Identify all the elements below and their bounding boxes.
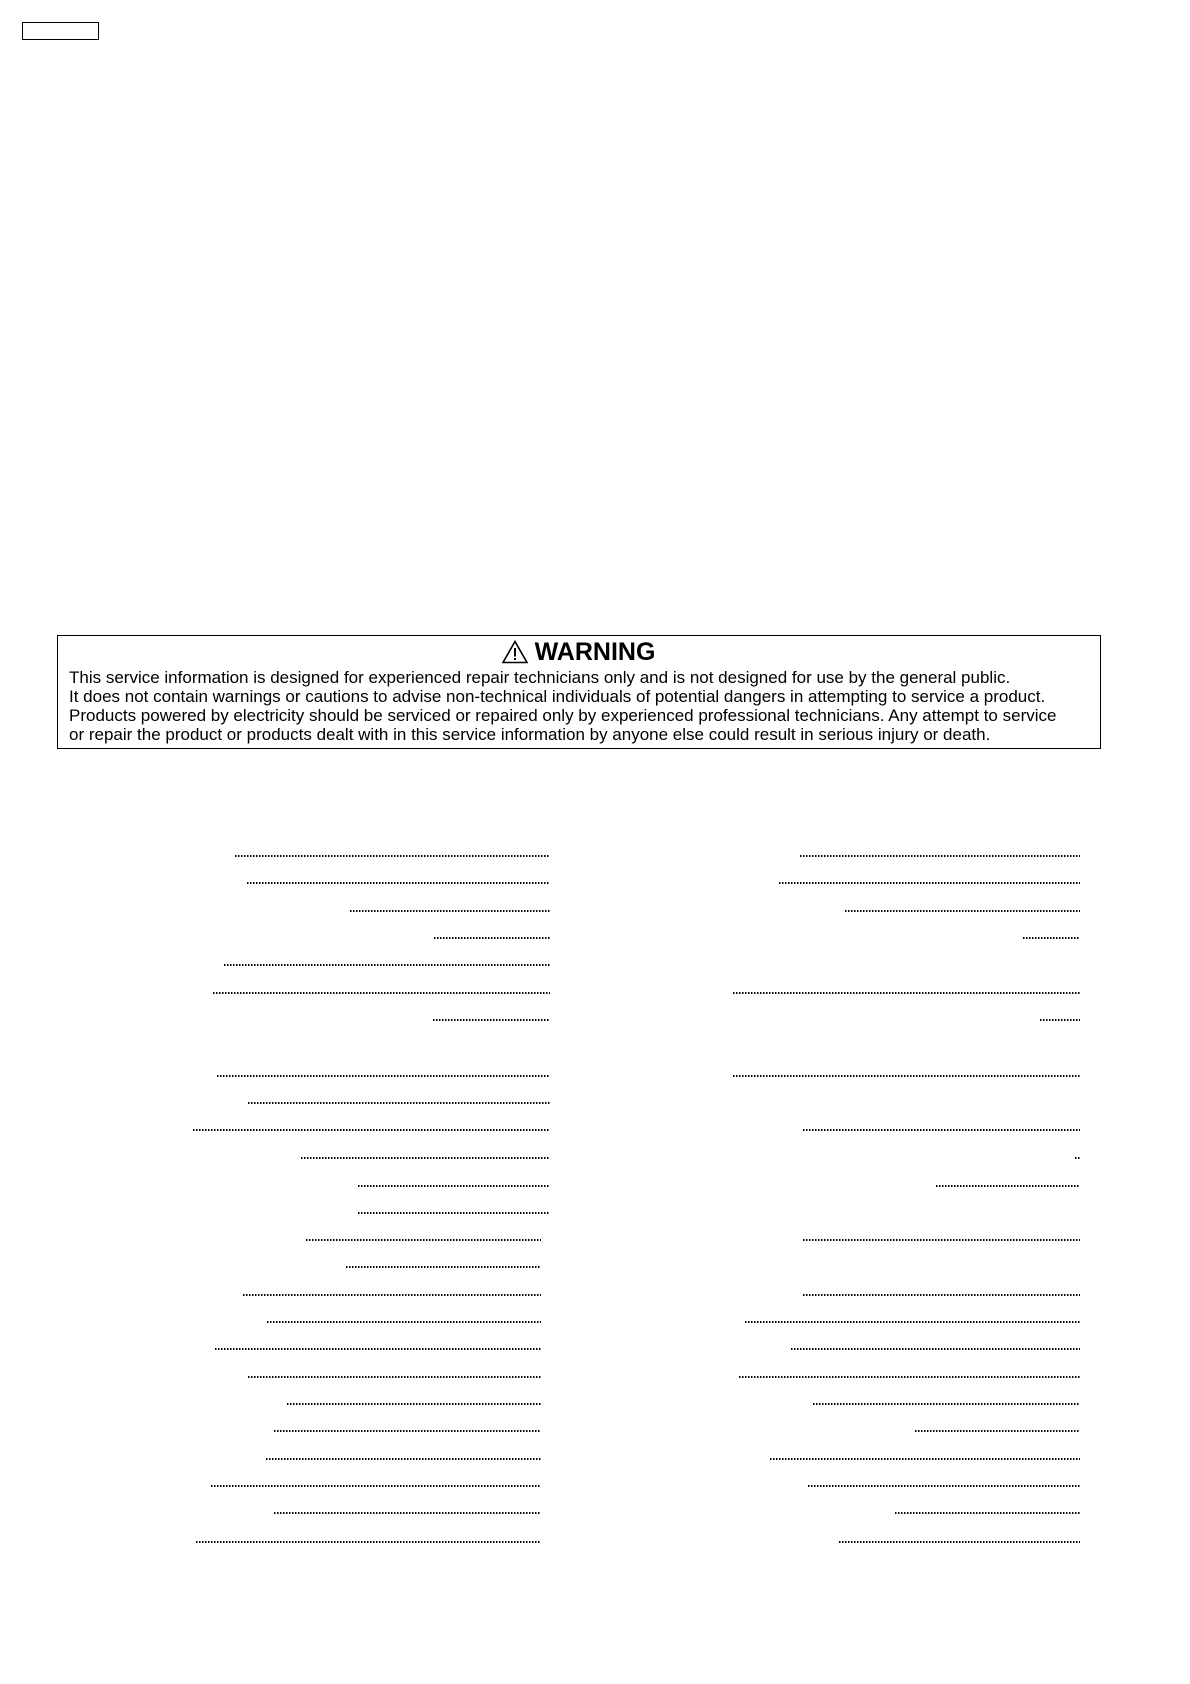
toc-dot-leader-left xyxy=(274,1512,541,1514)
toc-dot-leader-right xyxy=(733,1075,1080,1077)
toc-dot-leader-right xyxy=(1023,937,1080,939)
toc-dot-leader-left xyxy=(248,1102,550,1104)
warning-notice-box xyxy=(57,635,1101,749)
toc-dot-leader-right xyxy=(895,1512,1080,1514)
toc-dot-leader-left xyxy=(274,1430,541,1432)
toc-dot-leader-left xyxy=(243,1294,541,1296)
toc-dot-leader-left xyxy=(215,1348,541,1350)
toc-dot-leader-right xyxy=(733,992,1080,994)
toc-dot-leader-left xyxy=(217,1075,550,1077)
toc-dot-leader-right xyxy=(791,1348,1080,1350)
toc-dot-leader-right xyxy=(1075,1157,1080,1159)
warning-text-line: Products powered by electricity should be serviced or repaired only by experienced professional technicians. Any attempt to service xyxy=(69,706,1057,725)
toc-dot-leader-right xyxy=(1040,1019,1080,1021)
toc-dot-leader-left xyxy=(213,992,550,994)
toc-dot-leader-right xyxy=(803,1294,1080,1296)
toc-dot-leader-left xyxy=(235,855,550,857)
toc-dot-leader-left xyxy=(358,1185,550,1187)
toc-dot-leader-left xyxy=(358,1212,550,1214)
warning-title: WARNING xyxy=(534,638,656,666)
toc-dot-leader-left xyxy=(287,1403,541,1405)
warning-text-line: or repair the product or products dealt with in this service information by anyone else could result in serious injury or death. xyxy=(69,725,991,744)
toc-dot-leader-left xyxy=(434,937,550,939)
toc-dot-leader-right xyxy=(813,1403,1080,1405)
toc-dot-leader-right xyxy=(915,1430,1080,1432)
toc-dot-leader-right xyxy=(770,1458,1080,1460)
toc-dot-leader-right xyxy=(803,1239,1080,1241)
toc-dot-leader-left xyxy=(306,1239,541,1241)
toc-dot-leader-right xyxy=(800,855,1080,857)
toc-dot-leader-left xyxy=(248,1376,541,1378)
toc-dot-leader-right xyxy=(808,1485,1080,1487)
toc-dot-leader-right xyxy=(845,910,1080,912)
toc-dot-leader-right xyxy=(739,1376,1080,1378)
toc-dot-leader-left xyxy=(247,882,550,884)
warning-heading xyxy=(69,637,1088,668)
warning-triangle-icon xyxy=(502,640,528,664)
toc-dot-leader-right xyxy=(839,1541,1080,1543)
toc-dot-leader-left xyxy=(350,910,550,912)
warning-text-line: It does not contain warnings or cautions to advise non-technical individuals of potential dangers in attempting to service a product. xyxy=(69,687,1046,706)
corner-label-box xyxy=(22,22,99,40)
toc-dot-leader-left xyxy=(196,1541,541,1543)
toc-dot-leader-left xyxy=(224,964,550,966)
warning-text-line: This service information is designed for experienced repair technicians only and is not designed for use by the general public. xyxy=(69,668,1011,687)
toc-dot-leader-left xyxy=(433,1019,550,1021)
toc-dot-leader-left xyxy=(266,1458,541,1460)
toc-dot-leader-left xyxy=(301,1157,550,1159)
toc-dot-leader-left xyxy=(193,1129,550,1131)
toc-dot-leader-left xyxy=(211,1485,541,1487)
toc-dot-leader-left xyxy=(346,1266,541,1268)
toc-dot-leader-left xyxy=(267,1321,541,1323)
toc-dot-leader-right xyxy=(936,1185,1080,1187)
toc-dot-leader-right xyxy=(779,882,1080,884)
toc-dot-leader-right xyxy=(803,1129,1080,1131)
toc-dot-leader-right xyxy=(745,1321,1080,1323)
